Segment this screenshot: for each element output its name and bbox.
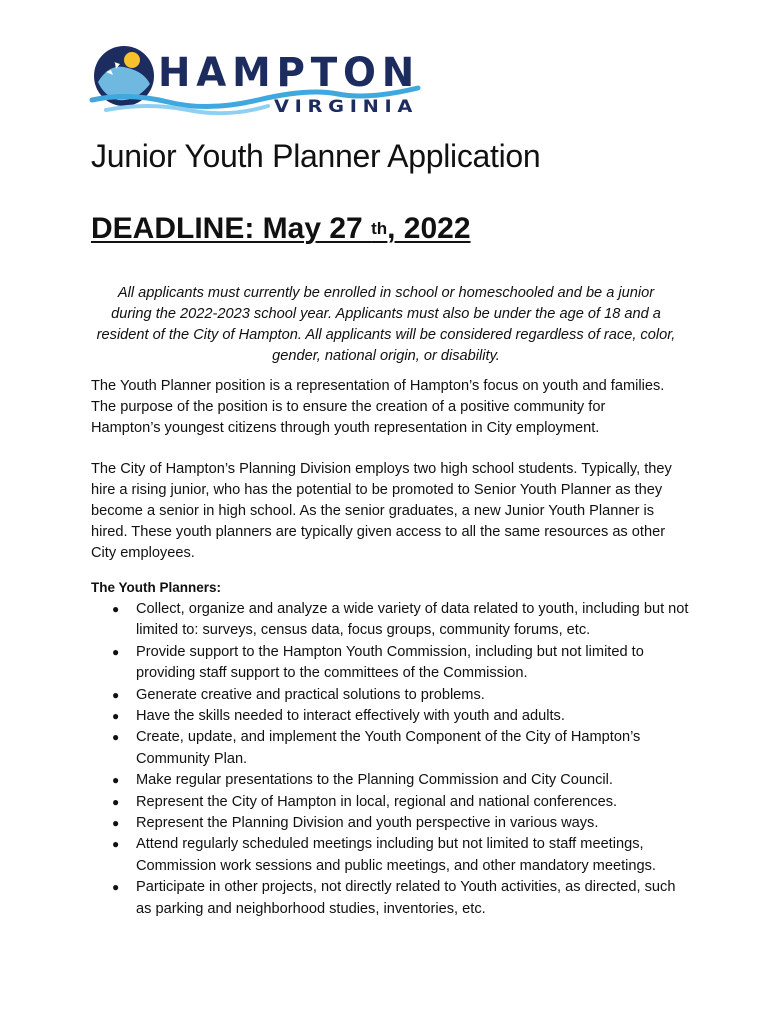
bullet-icon: ● — [112, 773, 120, 788]
list-item-text: Participate in other projects, not directly related to Youth activities, as directed, such as parking and neighborhood studies, inventories, etc. — [136, 879, 676, 917]
sun-icon — [124, 52, 140, 68]
bullet-icon: ● — [112, 687, 120, 702]
deadline-ordinal: th — [371, 219, 388, 238]
list-item — [112, 727, 692, 770]
hampton-logo-graphic — [88, 42, 428, 116]
duties-list — [112, 599, 692, 920]
list-item-text: Create, update, and implement the Youth Component of the City of Hampton’s Community Plan. — [136, 729, 641, 767]
list-item-text: Represent the City of Hampton in local, regional and national conferences. — [136, 793, 618, 810]
deadline-year: , 2022 — [387, 212, 471, 245]
planning-division-paragraph: The City of Hampton’s Planning Division employs two high school students. Typically, they hire a rising junior, who has the potential to be promoted to Senior Youth Planner as they become a senior in high school. As the senior graduates, a new Junior Youth Planner is hired. These youth planners are typically given access to all the same resources as other City employees. — [91, 461, 672, 561]
deadline-prefix: DEADLINE: May 27 — [91, 212, 372, 245]
list-item — [112, 877, 692, 920]
logo-state: VIRGINIA — [274, 97, 418, 116]
bullet-icon: ● — [112, 794, 120, 809]
bullet-icon: ● — [112, 816, 120, 831]
list-item-text: Make regular presentations to the Planning Commission and City Council. — [136, 772, 613, 789]
intro-paragraph: The Youth Planner position is a representation of Hampton’s focus on youth and families. The purpose of the position is to ensure the creation of a positive community for Hampton’s youngest citizens through youth representation in City employment. — [91, 378, 665, 436]
bullet-icon: ● — [112, 837, 120, 852]
list-item-text: Represent the Planning Division and youth perspective in various ways. — [136, 815, 599, 832]
page-title: Junior Youth Planner Application — [91, 138, 541, 174]
list-item-text: Have the skills needed to interact effectively with youth and adults. — [136, 708, 565, 725]
list-item — [112, 685, 692, 706]
eligibility-notice: All applicants must currently be enrolled in school or homeschooled and be a junior during the 2022-2023 school year. Applicants must also be under the age of 18 and a resident of the City of Hampton. All applicants will be considered regardless of race, color, gender, national origin, or disability. — [96, 285, 676, 364]
duties-heading: The Youth Planners: — [91, 580, 222, 595]
list-item — [112, 642, 692, 685]
list-item — [112, 770, 692, 791]
list-item — [112, 834, 692, 877]
bullet-icon: ● — [112, 880, 120, 895]
list-item — [112, 813, 692, 834]
list-item — [112, 599, 692, 642]
list-item — [112, 706, 692, 727]
hampton-logo — [88, 42, 428, 116]
list-item-text: Provide support to the Hampton Youth Commission, including but not limited to providing staff support to the committees of the Commission. — [136, 643, 644, 682]
list-item-text: Attend regularly scheduled meetings including but not limited to staff meetings, Commission work sessions and public meetings, and other mandatory meetings. — [136, 836, 656, 874]
logo-wordmark: HAMPTON — [158, 50, 420, 96]
bullet-icon: ● — [112, 730, 120, 745]
list-item-text: Generate creative and practical solutions to problems. — [136, 686, 485, 703]
bullet-icon: ● — [112, 644, 120, 659]
bullet-icon: ● — [112, 709, 120, 724]
list-item — [112, 792, 692, 813]
bullet-icon: ● — [112, 602, 120, 616]
deadline-heading — [91, 212, 471, 246]
list-item-text: Collect, organize and analyze a wide variety of data related to youth, including but not limited to: surveys, census data, focus groups, community forums, etc. — [136, 601, 689, 639]
